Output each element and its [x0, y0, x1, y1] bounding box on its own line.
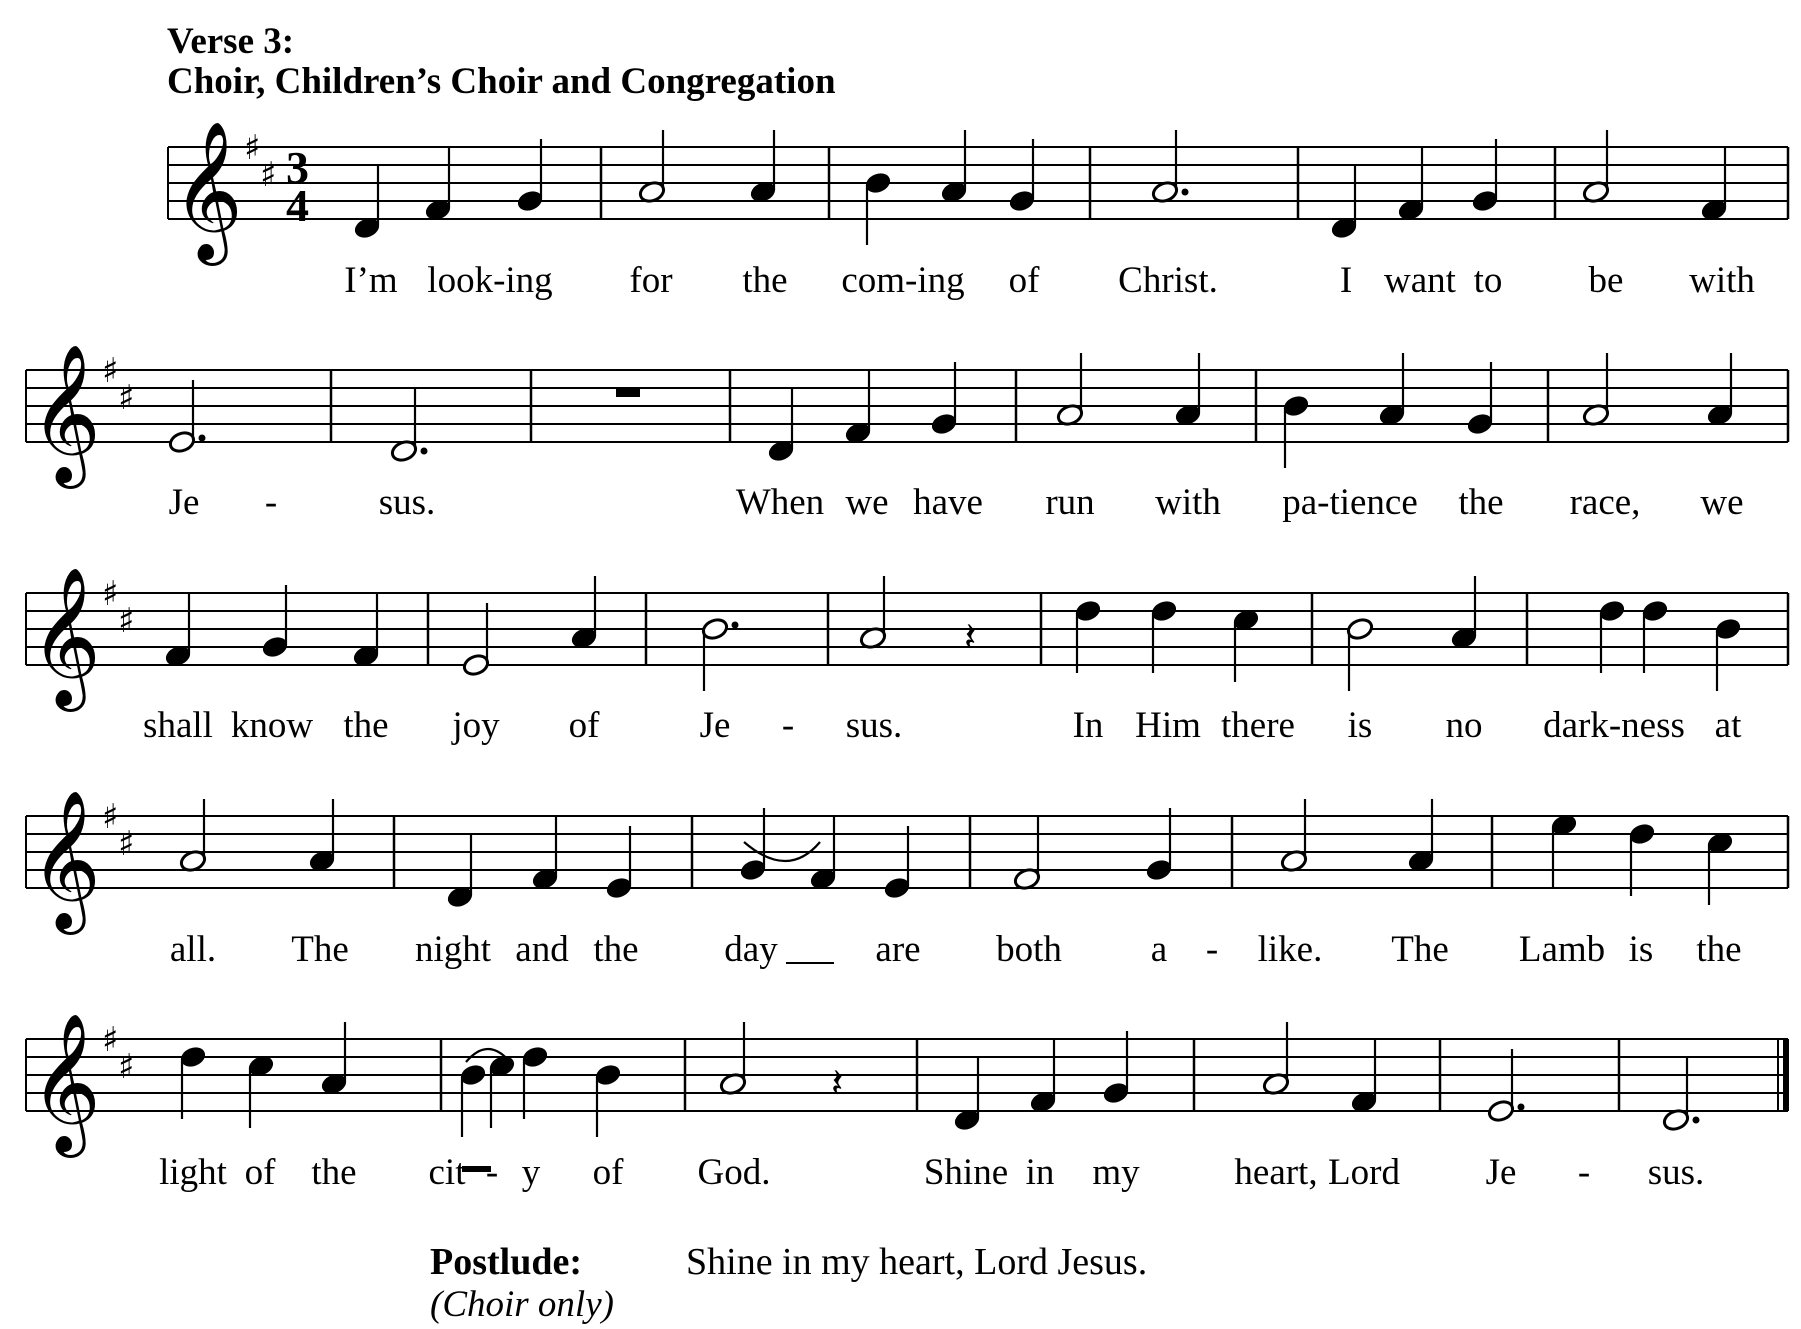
lyric-syllable: pa-tience — [1282, 482, 1418, 523]
lyric-syllable: of — [568, 705, 600, 746]
sharp-icon: ♯ — [118, 601, 135, 641]
augmentation-dot — [199, 435, 206, 442]
lyric-syllable: - — [1577, 1152, 1591, 1193]
lyric-syllable: Je — [1485, 1152, 1517, 1193]
lyric-syllable: The — [1391, 929, 1449, 970]
lyric-syllable: in — [1025, 1152, 1055, 1193]
lyric-syllable: want — [1384, 260, 1456, 301]
lyric-syllable: The — [291, 929, 349, 970]
lyric-syllable: Lamb — [1518, 929, 1606, 970]
lyric-syllable: heart, — [1234, 1152, 1318, 1193]
lyric-syllable: I’m — [344, 260, 398, 301]
lyric-syllable: all. — [169, 929, 217, 970]
sharp-icon: ♯ — [102, 574, 119, 614]
treble-clef-icon: 𝄞 — [30, 567, 101, 706]
lyric-syllable: I — [1339, 260, 1353, 301]
lyric-syllable: both — [996, 929, 1062, 970]
lyric-syllable: is — [1347, 705, 1373, 746]
augmentation-dot — [1693, 1117, 1700, 1124]
treble-clef-icon: 𝄞 — [30, 1013, 101, 1152]
lyric-syllable: the — [343, 705, 389, 746]
augmentation-dot — [421, 448, 428, 455]
lyric-syllable: my — [1092, 1152, 1140, 1193]
treble-clef-icon: 𝄞 — [30, 344, 101, 483]
lyric-syllable: sus. — [378, 482, 436, 523]
lyric-syllable: - — [264, 482, 278, 523]
lyric-syllable: of — [592, 1152, 624, 1193]
lyric-syllable: Je — [168, 482, 200, 523]
lyric-syllable: God. — [697, 1152, 771, 1193]
lyric-syllable: with — [1689, 260, 1755, 301]
time-signature-bottom: 4 — [286, 180, 309, 231]
lyric-syllable: sus. — [1647, 1152, 1705, 1193]
lyric-syllable: of — [244, 1152, 276, 1193]
postlude-sublabel: (Choir only) — [430, 1284, 614, 1325]
lyric-syllable: day — [724, 929, 778, 970]
lyric-syllable: light — [159, 1152, 227, 1193]
lyric-syllable: cit — [428, 1152, 466, 1193]
lyric-syllable: is — [1628, 929, 1654, 970]
sharp-icon: ♯ — [244, 128, 261, 168]
lyric-syllable: there — [1221, 705, 1295, 746]
lyric-syllable: like. — [1257, 929, 1323, 970]
staff-system — [168, 121, 1788, 266]
lyric-syllable: Him — [1135, 705, 1201, 746]
postlude-label: Postlude: — [430, 1241, 582, 1283]
lyric-syllable: Christ. — [1118, 260, 1218, 301]
sharp-icon: ♯ — [102, 351, 119, 391]
lyric-syllable: we — [1700, 482, 1744, 523]
lyric-syllable: know — [230, 705, 314, 746]
lyric-syllable: run — [1045, 482, 1095, 523]
lyric-syllable: of — [1008, 260, 1040, 301]
lyric-syllable: no — [1445, 705, 1483, 746]
sharp-icon: ♯ — [118, 824, 135, 864]
lyric-syllable: race, — [1569, 482, 1641, 523]
lyric-syllable: at — [1714, 705, 1742, 746]
lyric-syllable: dark-ness — [1543, 705, 1685, 746]
lyric-syllable: are — [875, 929, 921, 970]
lyric-syllable: the — [1696, 929, 1742, 970]
lyric-syllable: to — [1473, 260, 1503, 301]
lyric-syllable: we — [845, 482, 889, 523]
augmentation-dot — [1518, 1104, 1525, 1111]
lyric-syllable: the — [1458, 482, 1504, 523]
performers-label: Choir, Children’s Choir and Congregation — [167, 61, 836, 102]
staff-system — [26, 1013, 1788, 1158]
lyric-syllable: for — [629, 260, 673, 301]
staff-system — [26, 567, 1788, 712]
staff-system — [26, 344, 1788, 489]
sharp-icon: ♯ — [118, 1047, 135, 1087]
sharp-icon: ♯ — [260, 155, 277, 195]
lyric-syllable: joy — [452, 705, 500, 746]
time-signature-top: 3 — [286, 142, 309, 193]
lyric-syllable: with — [1155, 482, 1221, 523]
treble-clef-icon: 𝄞 — [30, 790, 101, 929]
sharp-icon: ♯ — [102, 1020, 119, 1060]
whole-rest-icon — [616, 388, 640, 397]
quarter-rest-icon: 𝄽 — [831, 1060, 844, 1107]
lyric-syllable: and — [515, 929, 569, 970]
sharp-icon: ♯ — [118, 378, 135, 418]
lyric-syllable: night — [414, 929, 492, 970]
lyrics — [143, 260, 1755, 1193]
lyric-syllable: In — [1072, 705, 1104, 746]
lyric-syllable: Je — [699, 705, 731, 746]
lyric-syllable: - — [1205, 929, 1219, 970]
lyric-syllable: com-ing — [841, 260, 965, 301]
lyric-syllable: - — [781, 705, 795, 746]
lyric-syllable: y — [521, 1152, 541, 1193]
postlude-text: Shine in my heart, Lord Jesus. — [686, 1241, 1148, 1283]
lyric-syllable: shall — [143, 705, 213, 746]
sharp-icon: ♯ — [102, 797, 119, 837]
lyric-syllable: have — [913, 482, 983, 523]
lyric-syllable: look-ing — [427, 260, 553, 301]
augmentation-dot — [732, 622, 739, 629]
quarter-rest-icon: 𝄽 — [964, 614, 977, 661]
lyric-syllable: the — [593, 929, 639, 970]
lyric-syllable: Shine — [923, 1152, 1009, 1193]
lyric-syllable: the — [742, 260, 788, 301]
lyric-syllable: be — [1588, 260, 1624, 301]
lyric-syllable: Lord — [1328, 1152, 1400, 1193]
lyric-syllable: - — [485, 1152, 499, 1193]
augmentation-dot — [1182, 189, 1189, 196]
lyric-syllable: a — [1150, 929, 1168, 970]
lyric-syllable: When — [735, 482, 825, 523]
lyric-syllable: the — [311, 1152, 357, 1193]
verse-label: Verse 3: — [167, 21, 295, 62]
treble-clef-icon: 𝄞 — [172, 121, 243, 260]
lyric-syllable: sus. — [845, 705, 903, 746]
